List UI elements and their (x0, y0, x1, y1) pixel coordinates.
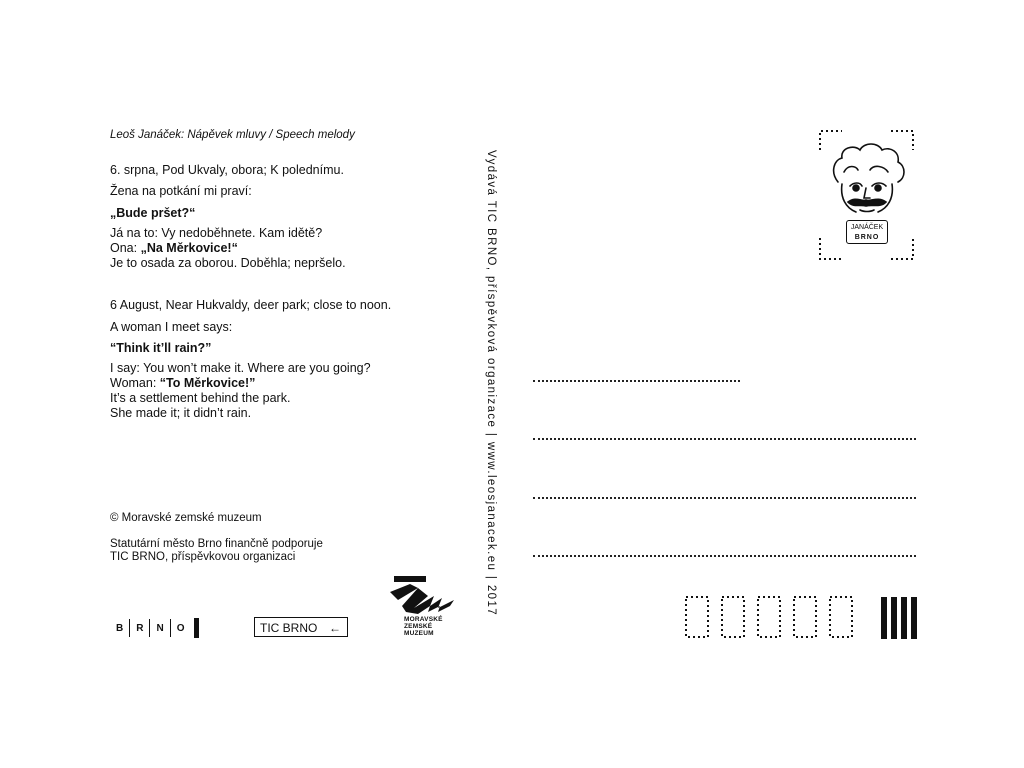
czech-line-4-bold: „Na Měrkovice!“ (140, 241, 238, 255)
postal-code-boxes (685, 596, 855, 638)
stamp-label-box (846, 220, 888, 244)
mzm-text-line-1: MORAVSKÉ (404, 616, 443, 623)
brno-letter-b: B (116, 622, 124, 634)
english-line-3: I say: You won’t make it. Where are you going? (110, 361, 371, 375)
brno-logo (110, 618, 199, 638)
barcode-bars-icon (881, 597, 917, 639)
brno-bar (194, 618, 199, 638)
czech-line-2: Žena na potkání mi praví: (110, 184, 252, 198)
publisher-vertical-text: Vydává TIC BRNO, příspěvková organizace | www.leosjanacek.eu | 2017 (485, 150, 497, 617)
brno-letter-o: O (176, 622, 185, 634)
english-line-4-prefix: Woman: (110, 376, 160, 390)
mzm-logo-icon (388, 574, 460, 616)
tic-brno-logo (254, 617, 348, 637)
stamp-label-2: BRNO (854, 234, 880, 241)
address-line-4 (533, 555, 916, 557)
support-line-1: Statutární město Brno finančně podporuje (110, 538, 323, 550)
subtitle: Leoš Janáček: Nápěvek mluvy / Speech melody (110, 129, 355, 141)
address-line-1 (533, 380, 740, 382)
copyright: © Moravské zemské muzeum (110, 512, 262, 524)
address-line-3 (533, 497, 916, 499)
english-line-1: 6 August, Near Hukvaldy, deer park; close to noon. (110, 298, 392, 312)
english-line-2: A woman I meet says: (110, 320, 233, 334)
mzm-text-line-2: ZEMSKÉ (404, 623, 433, 630)
brno-letter-n: N (156, 622, 164, 634)
english-line-4 (110, 376, 255, 391)
czech-quote: „Bude pršet?“ (110, 206, 196, 220)
czech-line-4 (110, 241, 238, 256)
tic-brno-label: TIC BRNO (260, 621, 318, 635)
support-line-2: TIC BRNO, příspěvkovou organizaci (110, 551, 296, 563)
arrow-left-icon: ← (329, 621, 341, 635)
english-line-5: It’s a settlement behind the park. (110, 391, 291, 405)
mzm-text-line-3: MUZEUM (404, 630, 434, 637)
english-line-6: She made it; it didn’t rain. (110, 406, 252, 420)
stamp-label-1: JANÁČEK (850, 224, 884, 231)
janacek-portrait-icon (826, 142, 908, 232)
czech-line-1: 6. srpna, Pod Ukvaly, obora; K polednímu. (110, 163, 344, 177)
stamp-area (818, 128, 915, 261)
czech-line-5: Je to osada za oborou. Doběhla; nepršelo. (110, 256, 346, 270)
address-line-2 (533, 438, 916, 440)
english-quote: “Think it’ll rain?” (110, 341, 212, 355)
english-line-4-bold: “To Měrkovice!” (159, 376, 256, 390)
mzm-logo-text (404, 616, 443, 637)
czech-line-4-prefix: Ona: (110, 241, 141, 255)
brno-letter-r: R (136, 622, 144, 634)
czech-line-3: Já na to: Vy nedoběhnete. Kam idětě? (110, 226, 323, 240)
